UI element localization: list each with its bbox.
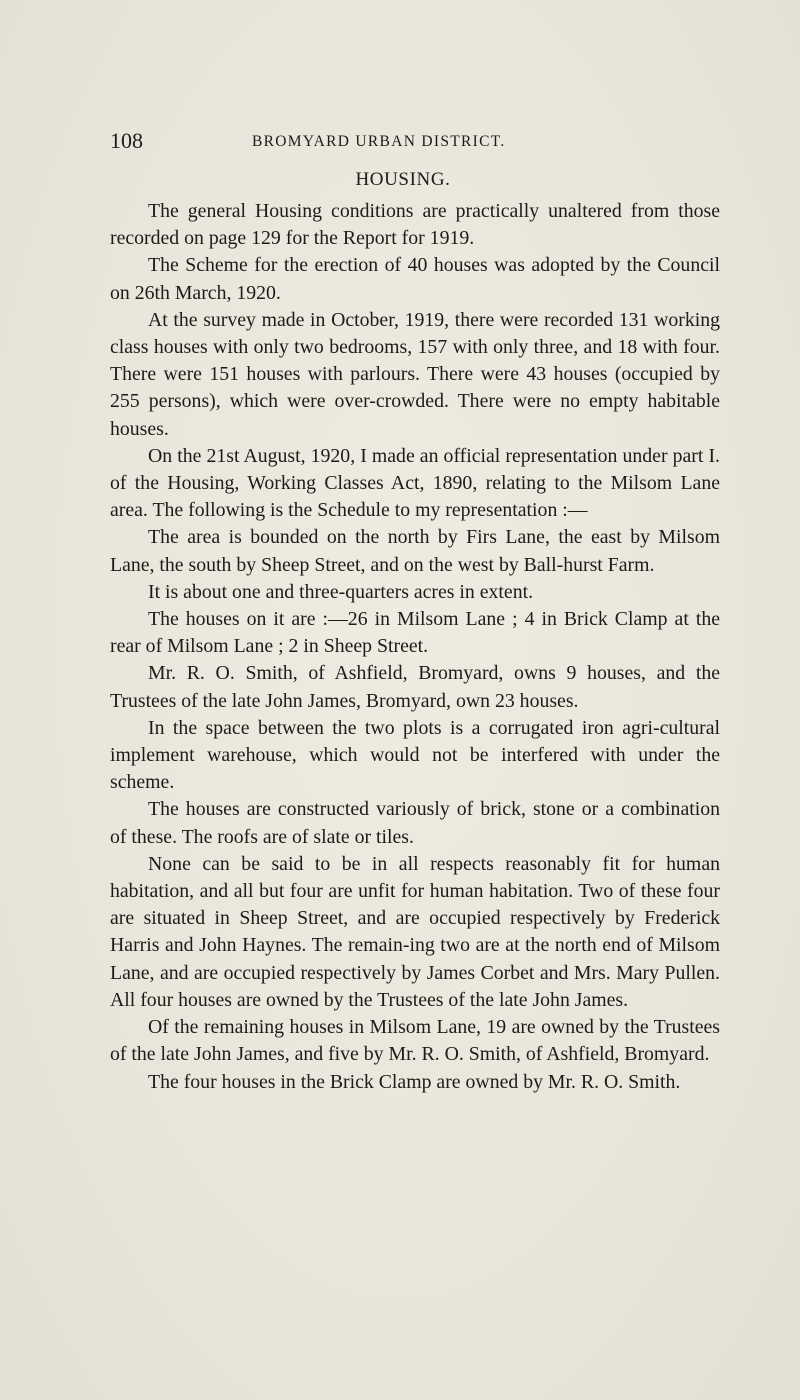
paragraph-3: At the survey made in October, 1919, there were recorded 131 working class houses with only two bedrooms, 157 with only three, and 18 with four. There were 151 houses with parlours. There were 43 houses (occupied by 255 persons), which were over-crowded. There were no empty habitable houses.	[110, 308, 720, 440]
paragraph-5: The area is bounded on the north by Firs Lane, the east by Milsom Lane, the south by Sheep Street, and on the west by Ball-hurst Farm.	[110, 526, 720, 576]
running-title: BROMYARD URBAN DISTRICT.	[252, 133, 506, 150]
paragraph-4: On the 21st August, 1920, I made an official representation under part I. of the Housing, Working Classes Act, 1890, relating to the Milsom Lane area. The following is the Schedule to my representation :—	[110, 444, 720, 522]
running-header	[110, 128, 690, 154]
paragraph-7: The houses on it are :—26 in Milsom Lane ; 4 in Brick Clamp at the rear of Milsom Lane ; 2 in Sheep Street.	[110, 608, 720, 658]
paragraph-6: It is about one and three-quarters acres in extent.	[148, 580, 534, 603]
body-text	[110, 198, 720, 1096]
paragraph-1: The general Housing conditions are practically unaltered from those recorded on page 129 for the Report for 1919.	[110, 200, 720, 250]
paragraph-2: The Scheme for the erection of 40 houses was adopted by the Council on 26th March, 1920.	[110, 254, 720, 304]
paragraph-9: In the space between the two plots is a corrugated iron agri-cultural implement warehouse, which would not be interfered with under the scheme.	[110, 716, 720, 794]
paragraph-12: Of the remaining houses in Milsom Lane, 19 are owned by the Trustees of the late John James, and five by Mr. R. O. Smith, of Ashfield, Bromyard.	[110, 1016, 720, 1066]
paragraph-8: Mr. R. O. Smith, of Ashfield, Bromyard, owns 9 houses, and the Trustees of the late John James, Bromyard, own 23 houses.	[110, 662, 720, 712]
section-title: HOUSING.	[355, 169, 451, 190]
paragraph-10: The houses are constructed variously of brick, stone or a combination of these. The roofs are of slate or tiles.	[110, 798, 720, 848]
paragraph-11: None can be said to be in all respects reasonably fit for human habitation, and all but four are unfit for human habitation. Two of these four are situated in Sheep Street, and are occupied respectively by Frederick Harris and John Haynes. The remain-ing two are at the north end of Milsom Lane, and are occupied respectively by James Corbet and Mrs. Mary Pullen. All four houses are owned by the Trustees of the late John James.	[110, 852, 720, 1011]
page-number: 108	[110, 128, 143, 153]
paragraph-13: The four houses in the Brick Clamp are owned by Mr. R. O. Smith.	[148, 1070, 681, 1093]
